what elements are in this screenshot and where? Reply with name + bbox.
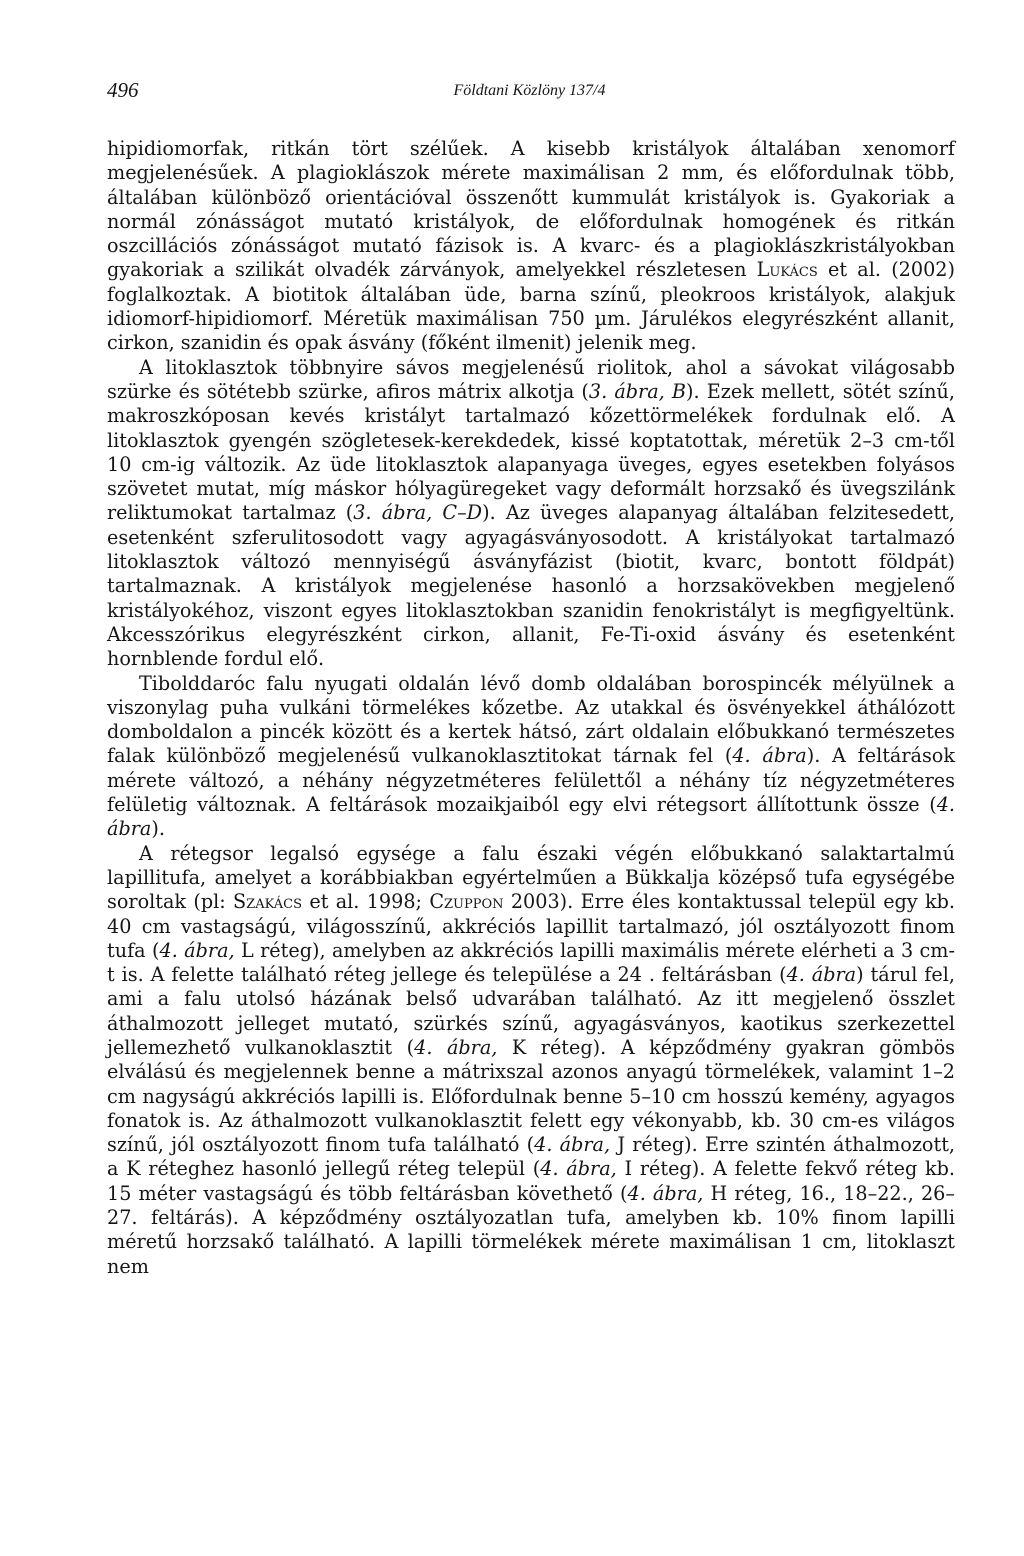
body-text xyxy=(107,137,955,1279)
text-run: K réteg). A képződmény gyakran gömbös elválású és megjelennek benne a mátrixszal azonos anyagú törmelékek, valamint 1–2 cm nagyságú akkréciós lapilli is. Előfordulnak benne 5–10 cm hosszú kemény, agyagos fonatok is. Az áthalmozott vulkanoklasztit felett egy vékonyabb, kb. 30 cm-es világos színű, jól osztályozott finom tufa található ( xyxy=(107,1035,955,1157)
figure-reference: 4. ábra, xyxy=(534,1133,611,1157)
figure-reference: 3. ábra, C–D xyxy=(353,501,483,525)
figure-reference: 4. ábra xyxy=(107,793,955,841)
figure-reference: 4. ábra xyxy=(786,963,857,987)
text-run: ). A feltárások mérete változó, a néhány négyzetméteres felülettől a néhány tíz négyzetméteres felületig változnak. A feltárások mozaikjaiból egy elvi rétegsort állítottunk össze ( xyxy=(107,744,955,817)
text-run: I réteg). A felette fekvő réteg kb. 15 méter vastagságú és több feltárásban követhető ( xyxy=(107,1157,955,1205)
paragraph xyxy=(107,137,955,356)
paragraph xyxy=(107,842,955,1279)
paragraph xyxy=(107,672,955,842)
text-run: A litoklasztok többnyire sávos megjelenésű riolitok, ahol a sávokat világosabb szürke és sötétebb szürke, afiros mátrix alkotja ( xyxy=(107,355,955,403)
paragraph xyxy=(107,356,955,672)
figure-reference: 4. ábra, xyxy=(627,1181,704,1205)
text-run: H réteg, 16., 18–22., 26–27. feltárás). A képződmény osztályozatlan tufa, amelyben kb. 10% finom lapilli méretű horzsakő található. A lapilli törmelékek mérete maximálisan 1 cm, litoklaszt nem xyxy=(107,1181,955,1278)
figure-reference: 4. ábra, xyxy=(159,938,235,962)
text-run: et al. (2002) foglalkoztak. A biotitok általában üde, barna színű, pleokroos kristályok, alakjuk idiomorf-hipidiomorf. Méretük maximálisan 750 µm. Járulékos elegyrészként allanit, cirkon, szanidin és opak ásvány (főként ilmenit) jelenik meg. xyxy=(107,258,956,355)
text-run: ) tárul fel, ami a falu utolsó házának belső udvarában található. Az itt megjelenő összlet áthalmozott jelleget mutató, szürkés színű, agyagásványos, kaotikus szerkezettel jellemezhető vulkanoklasztit ( xyxy=(107,963,955,1059)
figure-reference: 4. ábra, xyxy=(540,1157,617,1181)
figure-reference: 4. ábra, xyxy=(414,1035,498,1059)
text-run: 2003). Erre éles kontaktussal települ egy kb. 40 cm vastagságú, világosszínű, akkréciós lapillit tartalmazó, jól osztályozott finom tufa ( xyxy=(107,890,956,962)
text-run: A rétegsor legalsó egysége a falu északi végén előbukkanó salaktartalmú lapillitufa, amelyet a korábbiakban egyértelműen a Bükkalja középső tufa egységébe soroltak (pl: xyxy=(107,841,955,914)
text-run: hipidiomorfak, ritkán tört szélűek. A kisebb kristályok általában xenomorf megjelenésűek. A plagioklászok mérete maximálisan 2 mm, és előfordulnak több, általában különböző orientációval összenőtt kummulát kristályok is. Gyakoriak a normál zónásságot mutató kristályok, de előfordulnak homogének és ritkán oszcillációs zónásságot mutató fázisok is. A kvarc- és a plagioklászkristályokban gyakoriak a szilikát olvadék zárványok, amelyekkel részletesen xyxy=(107,137,955,282)
figure-reference: 3. ábra, B xyxy=(588,379,686,403)
text-run: ). Az üveges alapanyag általában felzitesedett, esetenként szferulitosodott vagy agyagásványosodott. A kristályokat tartalmazó litoklasztok változó mennyiségű ásványfázist (biotit, kvarc, bontott földpát) tartalmaznak. A kristályok megjelenése hasonló a horzsakövekben megjelenő kristályokéhoz, viszont egyes litoklasztokban szanidin fenokristályt is megfigyeltünk. Akcesszórikus elegyrészként cirkon, allanit, Fe-Ti-oxid ásvány és esetenként hornblende fordul elő. xyxy=(107,501,955,671)
figure-reference: 4. ábra xyxy=(732,744,807,768)
text-run: ). Ezek mellett, sötét színű, makroszkóposan kevés kristályt tartalmazó kőzettörmelékek fordulnak elő. A litoklasztok gyengén szögletesek-kerekdedek, kissé koptatottak, méretük 2–3 cm-től 10 cm-ig változik. Az üde litoklasztok alapanyaga üveges, egyes esetekben folyásos szövetet mutat, míg máskor hólyagüregeket vagy deformált horzsakő és üvegszilánk reliktumokat tartalmaz ( xyxy=(107,379,955,525)
author-name: Lukács xyxy=(756,258,818,282)
running-head-journal: Földtani Közlöny 137/4 xyxy=(453,82,606,99)
page-number: 496 xyxy=(107,78,139,102)
text-run: ). xyxy=(151,817,165,841)
page-header xyxy=(107,78,952,112)
text-run: et al. 1998; xyxy=(302,890,430,914)
author-name: Czuppon xyxy=(429,890,504,914)
text-run: Tibolddaróc falu nyugati oldalán lévő domb oldalában borospincék mélyülnek a viszonylag puha vulkáni törmelékes kőzetbe. Az utakkal és ösvényekkel áthálózott domboldalon a pincék között és a kertek hátsó, zárt oldalain előbukkanó természetes falak különböző megjelenésű vulkanoklasztitokat tárnak fel ( xyxy=(107,671,955,768)
text-run: L réteg), amelyben az akkréciós lapilli maximális mérete elérheti a 3 cm-t is. A felette található réteg jellege és települése a 24 . feltárásban ( xyxy=(107,938,955,987)
author-name: Szakács xyxy=(233,890,303,914)
text-run: J réteg). Erre szintén áthalmozott, a K réteghez hasonló jellegű réteg települ ( xyxy=(107,1133,956,1181)
